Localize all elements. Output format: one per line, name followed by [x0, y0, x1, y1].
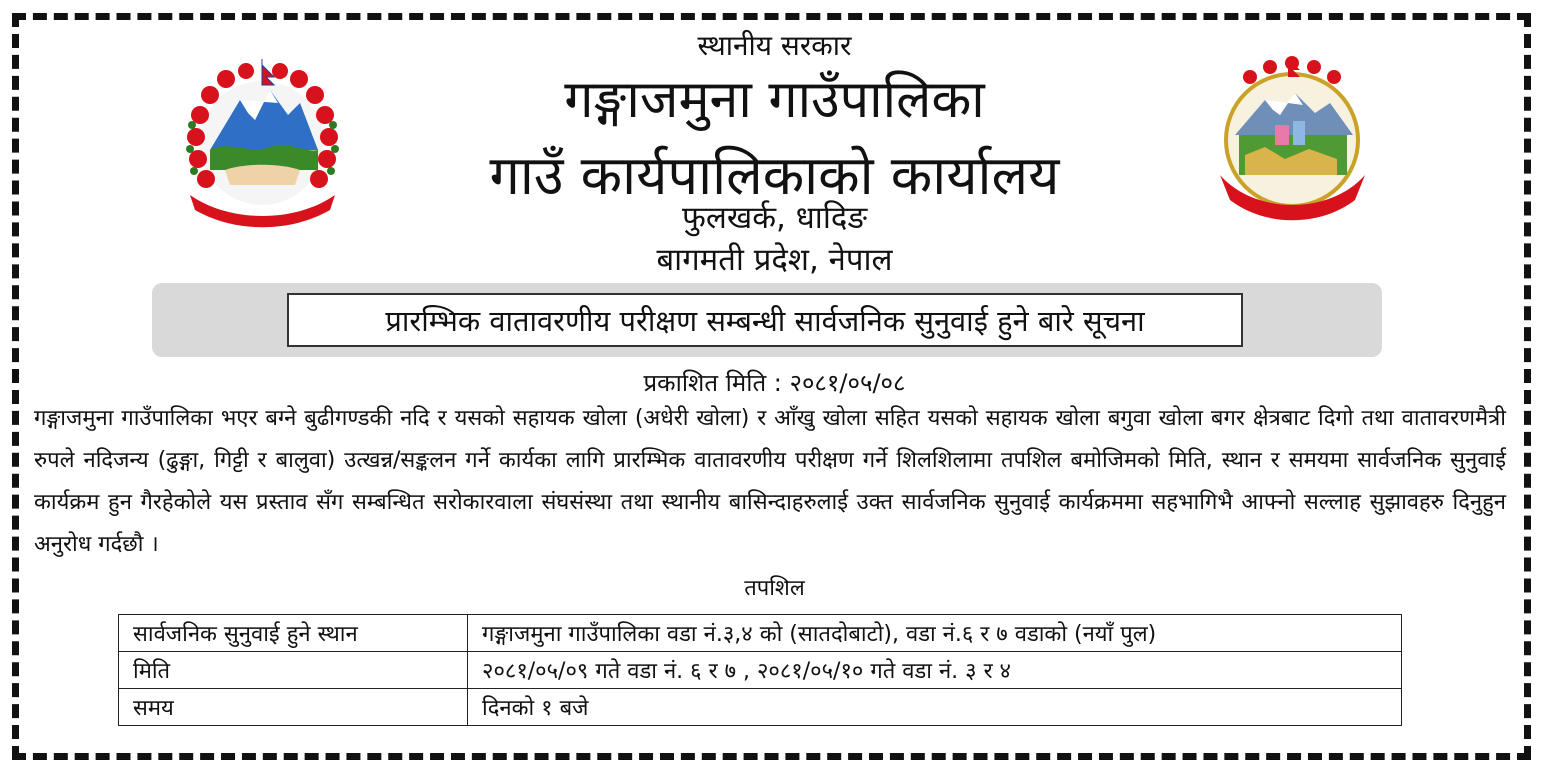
table-row	[119, 652, 1402, 689]
schedule-label: मिति	[119, 652, 468, 689]
notice-title-banner	[152, 283, 1382, 357]
table-row	[119, 615, 1402, 652]
schedule-value: गङ्गाजमुना गाउँपालिका वडा नं.३,४ को (सातदोबाटो), वडा नं.६ र ७ वडाको (नयाँ पुल)	[468, 615, 1402, 652]
table-row	[119, 689, 1402, 726]
published-date: प्रकाशित मिति : २०८१/०५/०८	[643, 369, 906, 397]
local-government-label: स्थानीय सरकार	[697, 29, 852, 62]
notice-body: गङ्गाजमुना गाउँपालिका भएर बग्ने बुढीगण्डकी नदि र यसको सहायक खोला (अधेरी खोला) र आँखु खोला सहित यसको सहायक खोला बगुवा खोला बगर क्षेत्रबाट दिगो तथा वातावरणमैत्री रुपले नदिजन्य (ढुङ्गा, गिट्टी र बालुवा) उत्खन्न/सङ्कलन गर्ने कार्यका लागि प्रारम्भिक वातावरणीय परीक्षण गर्ने शिलशिलामा तपशिल बमोजिमको मिति, स्थान र समयमा सार्वजनिक सुनुवाई कार्यक्रम हुन गैरहेकोले यस प्रस्ताव सँग सम्बन्धित सरोकारवाला संघसंस्था तथा स्थानीय बासिन्दाहरुलाई उक्त सार्वजनिक सुनुवाई कार्यक्रममा सहभागिभै आफ्नो सल्लाह सुझावहरु दिनुहुन अनुरोध गर्दछौ ।	[34, 406, 1506, 557]
schedule-table	[118, 614, 1402, 726]
schedule-label: समय	[119, 689, 468, 726]
office-name: गाउँ कार्यपालिकाको कार्यालय	[489, 144, 1060, 207]
notice-title: प्रारम्भिक वातावरणीय परीक्षण सम्बन्धी सार्वजनिक सुनुवाई हुने बारे सूचना	[287, 293, 1243, 347]
schedule-label: सार्वजनिक सुनुवाई हुने स्थान	[119, 615, 468, 652]
province-country: बागमती प्रदेश, नेपाल	[656, 242, 893, 278]
office-location: फुलखर्क, धादिङ	[681, 200, 868, 236]
schedule-value: दिनको १ बजे	[468, 689, 1402, 726]
schedule-heading: तपशिल	[744, 576, 805, 601]
schedule-value: २०८१/०५/०९ गते वडा नं. ६ र ७ , २०८१/०५/१० गते वडा नं. ३ र ४	[468, 652, 1402, 689]
municipality-name: गङ्गाजमुना गाउँपालिका	[564, 70, 985, 130]
